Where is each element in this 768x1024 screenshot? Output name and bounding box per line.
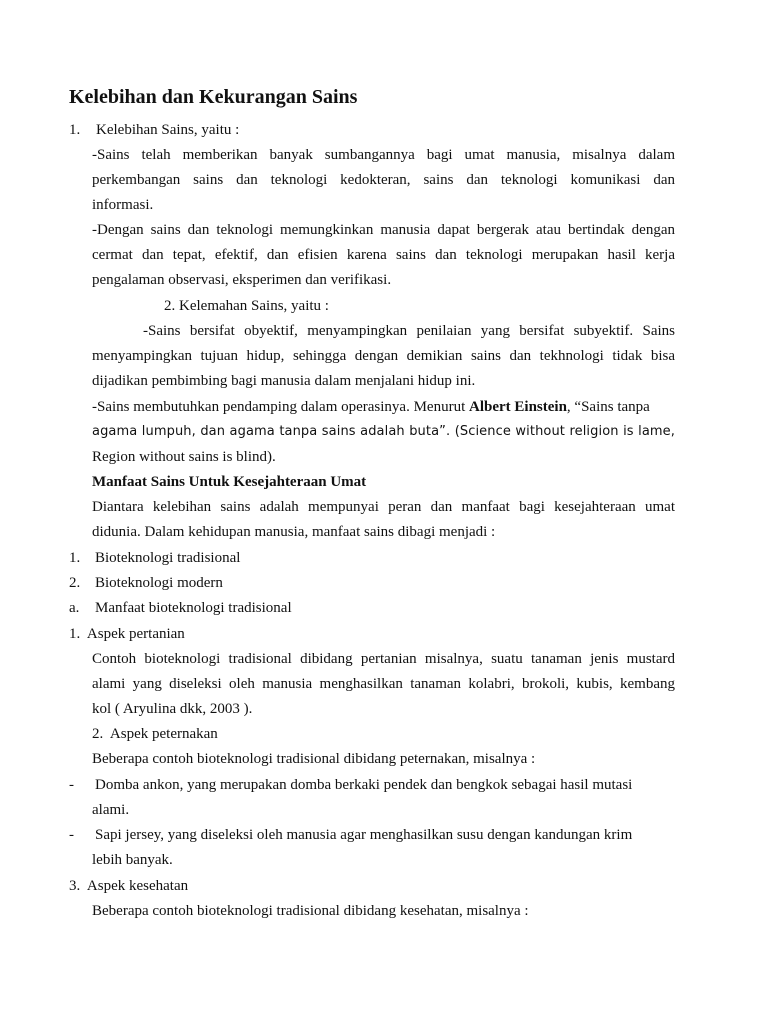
page-title: Kelebihan dan Kekurangan Sains (69, 86, 358, 108)
paragraph-line: alami yang diseleksi oleh manusia menghasilkan tanaman kolabri, brokoli, kubis, kembang (92, 676, 675, 692)
list-item (69, 598, 292, 618)
bullet-continuation: lebih banyak. (92, 852, 173, 868)
paragraph-line: kol ( Aryulina dkk, 2003 ). (92, 701, 253, 717)
aspek-kesehatan-heading: 3. Aspek kesehatan (69, 878, 189, 894)
list-marker: 2. (69, 575, 81, 591)
bullet-text: Sapi jersey, yang diseleksi oleh manusia agar menghasilkan susu dengan kandungan krim (95, 827, 633, 843)
paragraph-line: Diantara kelebihan sains adalah mempunyai peran dan manfaat bagi kesejahteraan umat (92, 499, 675, 515)
text-run: , “Sains tanpa (566, 399, 650, 415)
bold-name: Albert Einstein (469, 399, 567, 415)
paragraph-line: -Dengan sains dan teknologi memungkinkan manusia dapat bergerak atau bertindak dengan (92, 222, 675, 238)
paragraph-line-einstein (92, 397, 650, 417)
list-marker: 1. (69, 550, 81, 566)
list-item (69, 573, 223, 593)
paragraph-line: didunia. Dalam kehidupan manusia, manfaat sains dibagi menjadi : (92, 524, 496, 540)
aspek-pertanian-heading: 1. Aspek pertanian (69, 626, 185, 642)
paragraph-line: informasi. (92, 197, 154, 213)
bullet-item (69, 825, 632, 845)
paragraph-line: Contoh bioteknologi tradisional dibidang pertanian misalnya, suatu tanaman jenis mustard (92, 651, 675, 667)
bullet-marker: - (69, 827, 74, 843)
bullet-marker: - (69, 777, 74, 793)
list-text: Bioteknologi tradisional (95, 550, 241, 566)
paragraph-line: dijadikan pembimbing bagi manusia dalam menjalani hidup ini. (92, 373, 476, 389)
paragraph-line-quote: agama lumpuh, dan agama tanpa sains adalah buta”. (Science without religion is lame, (92, 424, 675, 439)
list-item (69, 548, 240, 568)
bullet-item (69, 775, 632, 795)
paragraph-line: menyampingkan tujuan hidup, sehingga dengan demikian sains dan tekhnologi tidak bisa (92, 348, 675, 364)
paragraph-line: -Sains telah memberikan banyak sumbangannya bagi umat manusia, misalnya dalam (92, 147, 675, 163)
paragraph-line: perkembangan sains dan teknologi kedokteran, sains dan teknologi komunikasi dan (92, 172, 675, 188)
section-kelebihan-heading (69, 120, 239, 140)
paragraph-line: pengalaman observasi, eksperimen dan verifikasi. (92, 272, 392, 288)
paragraph-line: -Sains bersifat obyektif, menyampingkan penilaian yang bersifat subyektif. Sains (143, 323, 675, 339)
paragraph-line: Beberapa contoh bioteknologi tradisional dibidang peternakan, misalnya : (92, 751, 536, 767)
list-marker: 1. (69, 122, 81, 138)
list-text: Manfaat bioteknologi tradisional (95, 600, 292, 616)
list-text: Bioteknologi modern (95, 575, 223, 591)
list-marker: a. (69, 600, 80, 616)
paragraph-line: cermat dan tepat, efektif, dan efisien karena sains dan teknologi merupakan hasil kerja (92, 247, 675, 263)
aspek-peternakan-heading: 2. Aspek peternakan (92, 726, 218, 742)
paragraph-line: Beberapa contoh bioteknologi tradisional dibidang kesehatan, misalnya : (92, 903, 529, 919)
text-run: -Sains membutuhkan pendamping dalam operasinya. Menurut (92, 399, 469, 415)
paragraph-line: Region without sains is blind). (92, 449, 276, 465)
section-kelemahan-heading: 2. Kelemahan Sains, yaitu : (164, 298, 329, 314)
heading-text: Kelebihan Sains, yaitu : (96, 122, 240, 138)
bullet-continuation: alami. (92, 802, 130, 818)
subheading-manfaat: Manfaat Sains Untuk Kesejahteraan Umat (92, 474, 367, 490)
bullet-text: Domba ankon, yang merupakan domba berkaki pendek dan bengkok sebagai hasil mutasi (95, 777, 633, 793)
